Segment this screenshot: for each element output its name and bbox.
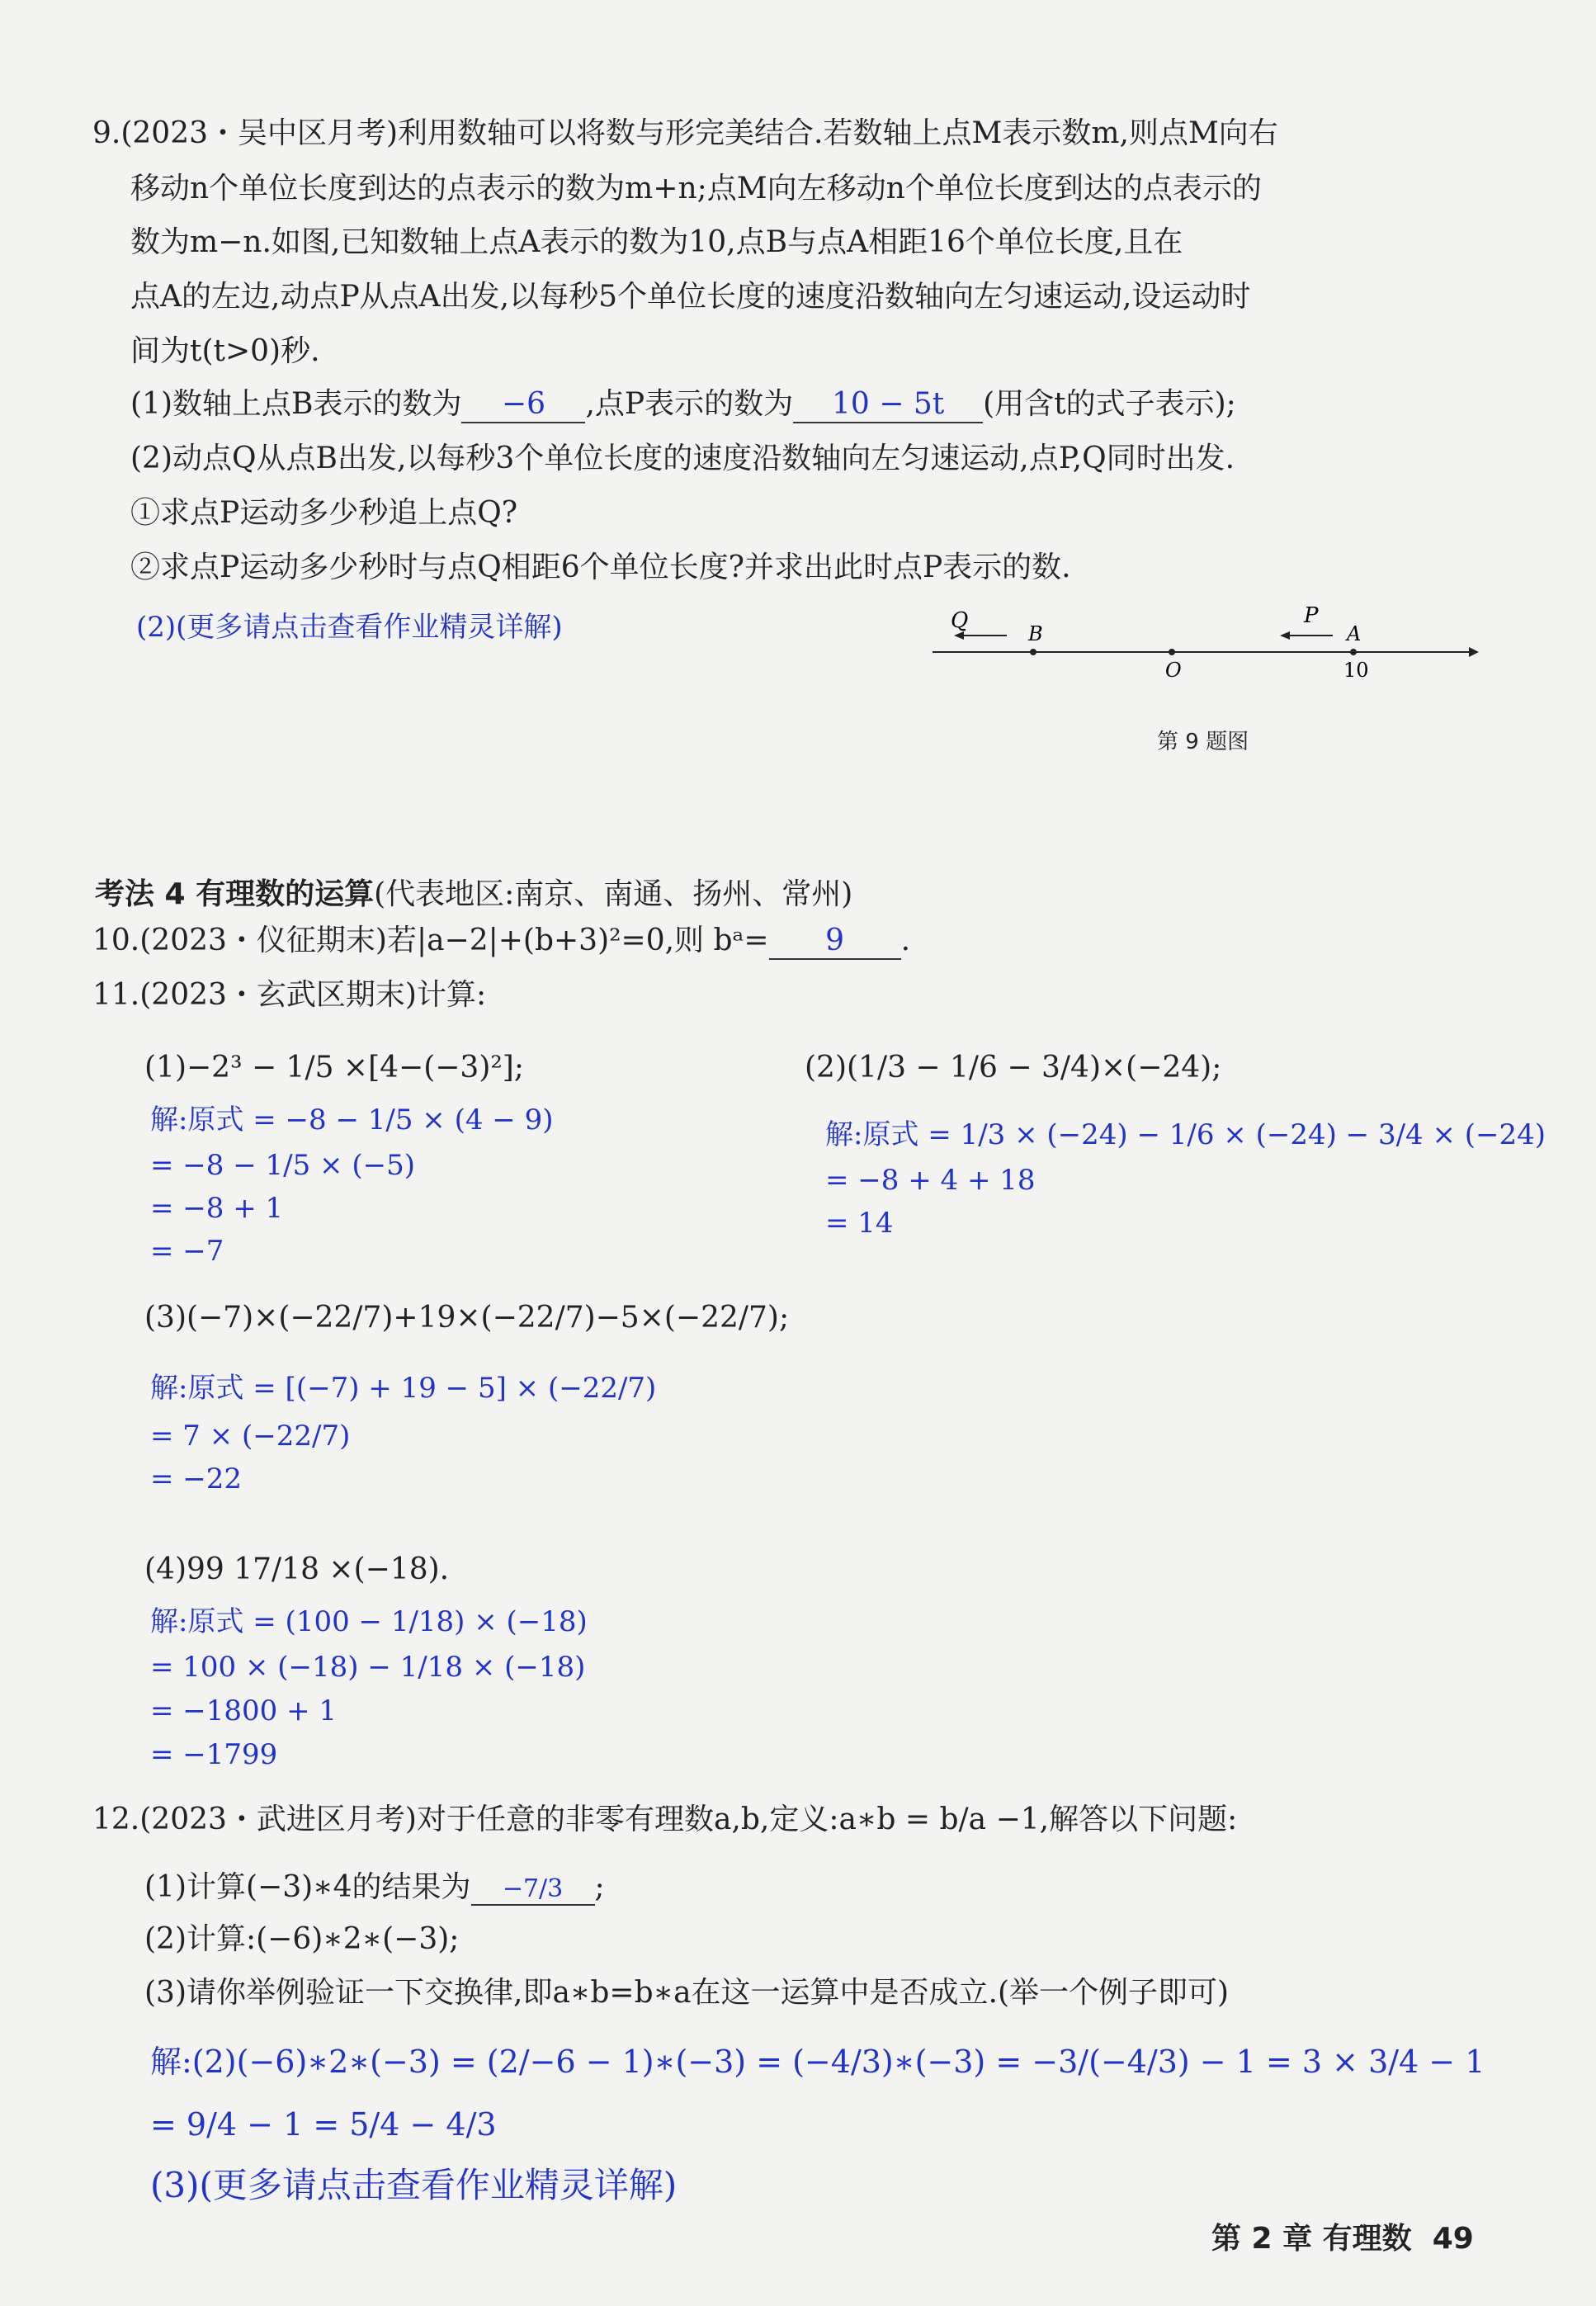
point-b-dot [1030,649,1036,655]
label-q: Q [951,608,969,633]
section-title: 考法 4 有理数的运算 [95,877,375,911]
q9-part-1-text-c: (用含t的式子表示); [983,387,1236,421]
q12-answer: −7/3 [471,1874,595,1906]
q9-answer-p: 10 − 5t [793,386,983,423]
q9-part-1-text-b: ,点P表示的数为 [585,387,794,421]
number-line-figure [924,594,1502,693]
chapter-label: 第 2 章 有理数 [1211,2222,1412,2256]
label-o: O [1165,659,1182,682]
q11-p4-sol-1: 解:原式 = (100 − 1/18) × (−18) [150,1605,588,1638]
page-footer [1211,2215,1474,2257]
label-10: 10 [1343,659,1369,682]
q10-answer: 9 [769,923,901,960]
q12-more-link[interactable]: (3)(更多请点击查看作业精灵详解) [150,2165,678,2205]
point-a-dot [1350,649,1357,655]
q9-part-1-text-a: (1)数轴上点B表示的数为 [130,387,462,421]
q9-line-5: 间为t(t>0)秒. [130,334,320,368]
q9-part-1 [130,386,1236,423]
q11-title: 11.(2023・玄武区期末)计算: [92,978,487,1012]
q11-p1-sol-1: 解:原式 = −8 − 1/5 × (4 − 9) [150,1103,554,1136]
label-b: B [1028,622,1043,645]
q9-answer-b: −6 [461,386,585,423]
q10-text-b: . [900,924,911,957]
q12-solution-2: = 9/4 − 1 = 5/4 − 4/3 [150,2106,497,2143]
q11-p2-sol-3: = 14 [825,1207,894,1240]
q11-p2-sol-1: 解:原式 = 1/3 × (−24) − 1/6 × (−24) − 3/4 × (−24) [825,1118,1546,1151]
q9-line-1: 9.(2023・吴中区月考)利用数轴可以将数与形完美结合.若数轴上点M表示数m,则点M向右 [92,116,1278,150]
q12-title: 12.(2023・武进区月考)对于任意的非零有理数a,b,定义:a∗b = b/a −1,解答以下问题: [92,1803,1238,1836]
q12-part-3: (3)请你举例验证一下交换律,即a∗b=b∗a在这一运算中是否成立.(举一个例子即可) [144,1976,1230,2010]
q11-part-2: (2)(1/3 − 1/6 − 3/4)×(−24); [805,1051,1222,1084]
label-a: A [1347,622,1362,645]
q11-p4-sol-4: = −1799 [150,1738,278,1771]
q12-part-1 [144,1869,605,1906]
q9-part-2-1: ①求点P运动多少秒追上点Q? [130,496,518,530]
q9-more-link[interactable]: (2)(更多请点击查看作业精灵详解) [136,611,563,644]
q11-p4-sol-3: = −1800 + 1 [150,1694,338,1727]
q9-line-3: 数为m−n.如图,已知数轴上点A表示的数为10,点B与点A相距16个单位长度,且在 [130,225,1183,259]
q11-p1-sol-2: = −8 − 1/5 × (−5) [150,1149,415,1182]
q11-p3-sol-3: = −22 [150,1463,243,1496]
q12-part-1-text-b: ; [594,1870,605,1904]
q10-line [92,923,910,960]
q11-p3-sol-1: 解:原式 = [(−7) + 19 − 5] × (−22/7) [150,1372,657,1405]
q12-solution-1: 解:(2)(−6)∗2∗(−3) = (2/−6 − 1)∗(−3) = (−4/3)∗(−3) = −3/(−4/3) − 1 = 3 × 3/4 − 1 [150,2044,1485,2080]
q9-line-2: 移动n个单位长度到达的点表示的数为m+n;点M向左移动n个单位长度到达的点表示的 [130,172,1262,206]
q11-part-1: (1)−2³ − 1/5 ×[4−(−3)²]; [144,1051,524,1084]
page-number: 49 [1432,2222,1474,2256]
section-subtitle: (代表地区:南京、南通、扬州、常州) [374,877,853,911]
point-o-dot [1169,649,1175,655]
q10-text-a: 10.(2023・仪征期末)若|a−2|+(b+3)²=0,则 bᵃ= [92,924,769,957]
q11-p4-sol-2: = 100 × (−18) − 1/18 × (−18) [150,1651,586,1684]
q11-p1-sol-3: = −8 + 1 [150,1192,284,1225]
section-heading [95,871,852,913]
axis-arrow-icon [1469,647,1479,657]
q11-part-3: (3)(−7)×(−22/7)+19×(−22/7)−5×(−22/7); [144,1301,790,1335]
q11-p2-sol-2: = −8 + 4 + 18 [825,1164,1036,1197]
q11-part-4: (4)99 17/18 ×(−18). [144,1552,450,1586]
q11-p1-sol-4: = −7 [150,1235,224,1268]
p-arrow-icon [1280,631,1290,640]
q12-part-1-text-a: (1)计算(−3)∗4的结果为 [144,1870,471,1904]
figure-caption: 第 9 题图 [1157,730,1249,754]
q9-line-4: 点A的左边,动点P从点A出发,以每秒5个单位长度的速度沿数轴向左匀速运动,设运动时 [130,280,1251,314]
q9-part-2: (2)动点Q从点B出发,以每秒3个单位长度的速度沿数轴向左匀速运动,点P,Q同时出发. [130,442,1235,475]
q11-p3-sol-2: = 7 × (−22/7) [150,1420,351,1453]
label-p: P [1304,603,1319,628]
q12-part-2: (2)计算:(−6)∗2∗(−3); [144,1922,460,1956]
q9-part-2-2: ②求点P运动多少秒时与点Q相距6个单位长度?并求出此时点P表示的数. [130,551,1071,584]
